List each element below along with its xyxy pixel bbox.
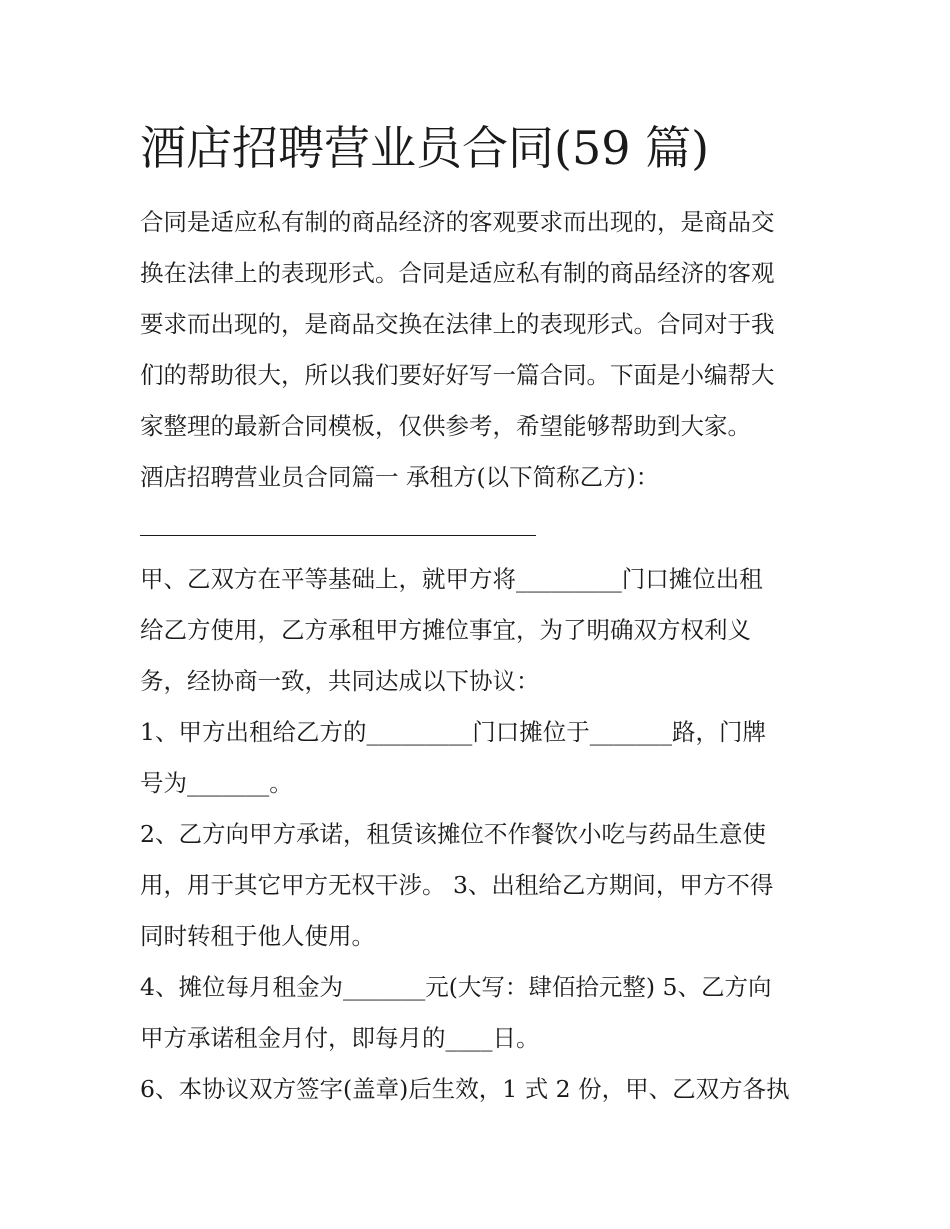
body-line: 合同是适应私有制的商品经济的客观要求而出现的，是商品交 <box>140 208 775 236</box>
body-line: 给乙方使用，乙方承租甲方摊位事宜，为了明确双方权利义 <box>140 616 751 644</box>
body-line: 们的帮助很大，所以我们要好好写一篇合同。下面是小编帮大 <box>140 361 775 389</box>
body-line: 6、本协议双方签字(盖章)后生效，1 式 2 份，甲、乙双方各执 <box>140 1075 790 1103</box>
document-body <box>140 197 820 1115</box>
body-line: 家整理的最新合同模板，仅供参考，希望能够帮助到大家。 <box>140 412 751 440</box>
body-line: 甲、乙双方在平等基础上，就甲方将_________门口摊位出租 <box>140 565 763 593</box>
body-line: 1、甲方出租给乙方的_________门口摊位于_______路，门牌 <box>140 718 766 746</box>
body-line: 要求而出现的，是商品交换在法律上的表现形式。合同对于我 <box>140 310 775 338</box>
body-line: 用，用于其它甲方无权干涉。 3、出租给乙方期间，甲方不得 <box>140 871 774 899</box>
body-line: 4、摊位每月租金为_______元(大写：肆佰拾元整) 5、乙方向 <box>140 973 772 1001</box>
signature-blank-line <box>140 503 820 554</box>
body-line: 换在法律上的表现形式。合同是适应私有制的商品经济的客观 <box>140 259 775 287</box>
document-title: 酒店招聘营业员合同(59 篇) <box>140 121 710 175</box>
body-line: 甲方承诺租金月付，即每月的____日。 <box>140 1024 540 1052</box>
body-line: 同时转租于他人使用。 <box>140 922 375 950</box>
body-line: 2、乙方向甲方承诺，租赁该摊位不作餐饮小吃与药品生意使 <box>140 820 766 848</box>
body-line: 号为_______。 <box>140 769 293 797</box>
body-line: 务，经协商一致，共同达成以下协议： <box>140 667 540 695</box>
blank-underline <box>140 535 536 536</box>
body-line: 酒店招聘营业员合同篇一 承租方(以下简称乙方)： <box>140 463 660 491</box>
